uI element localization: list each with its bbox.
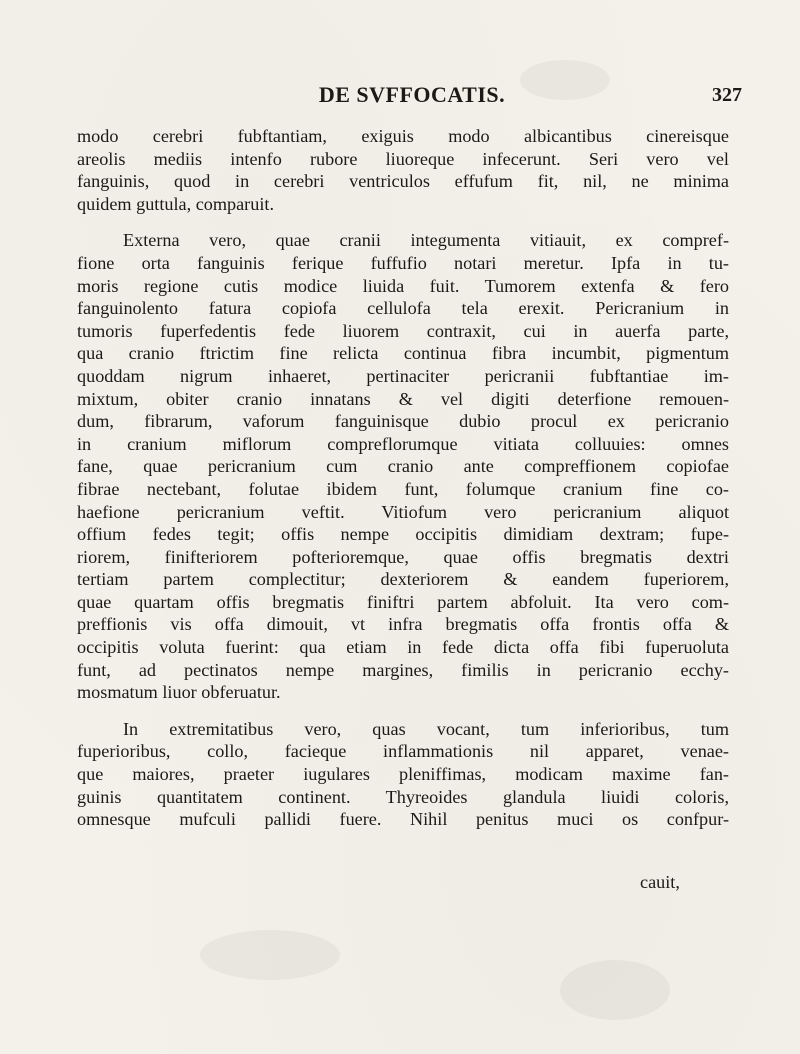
text-line: tertiam partem complectitur; dexteriorem & eandem fuperiorem, — [77, 569, 729, 590]
text-line: preffionis vis offa dimouit, vt infra bregmatis offa frontis offa & — [77, 614, 729, 635]
text-line: modo cerebri fubftantiam, exiguis modo albicantibus cinereisque — [77, 126, 729, 146]
text-line: quoddam nigrum inhaeret, pertinaciter pericranii fubftantiae im- — [77, 365, 729, 386]
text-line: areolis mediis intenfo rubore liuoreque infecerunt. Seri vero vel — [77, 148, 729, 169]
paragraph-1 — [77, 125, 729, 215]
text-line: haefione pericranium veftit. Vitiofum vero pericranium aliquot — [77, 501, 729, 522]
text-line: funt, ad pectinatos nempe margines, fimilis in pericranio ecchy- — [77, 659, 729, 680]
text-line: mixtum, obiter cranio innatans & vel digiti deterfione remouen- — [77, 388, 729, 409]
text-line: in cranium miflorum compreflorumque vitiata colluuies: omnes — [77, 433, 729, 454]
page-number: 327 — [712, 84, 742, 106]
text-line: fione orta fanguinis ferique fuffufio notari meretur. Ipfa in tu- — [77, 252, 729, 273]
paper-stain — [560, 960, 670, 1020]
paragraph-2 — [77, 229, 729, 703]
text-line: qua cranio ftrictim fine relicta continua fibra incumbit, pigmentum — [77, 343, 729, 364]
running-head — [0, 82, 800, 112]
text-line: fanguinis, quod in cerebri ventriculos effufum fit, nil, ne minima — [77, 171, 729, 192]
text-line: tumoris fuperfedentis fede liuorem contraxit, cui in auerfa parte, — [77, 320, 729, 341]
text-line: que maiores, praeter iugulares pleniffimas, modicam maxime fan- — [77, 764, 729, 785]
text-line: fanguinolento fatura copiofa cellulofa tela erexit. Pericranium in — [77, 298, 729, 319]
text-line: mosmatum liuor obferuatur. — [77, 682, 281, 703]
text-line: offium fedes tegit; offis nempe occipitis dimidiam dextram; fupe- — [77, 524, 729, 545]
text-line: dum, fibrarum, vaforum fanguinisque dubio procul ex pericranio — [77, 411, 729, 432]
text-line: guinis quantitatem continent. Thyreoides glandula liuidi coloris, — [77, 786, 729, 807]
text-line: moris regione cutis modice liuida fuit. Tumorem extenfa & fero — [77, 275, 729, 296]
text-line: occipitis voluta fuerint: qua etiam in fede dicta offa fibi fuperuoluta — [77, 637, 729, 658]
text-line: riorem, finifteriorem pofterioremque, quae offis bregmatis dextri — [77, 546, 729, 567]
text-line: fuperioribus, collo, facieque inflammationis nil apparet, venae- — [77, 741, 729, 762]
paragraph-3 — [77, 718, 729, 831]
text-line: Externa vero, quae cranii integumenta vitiauit, ex compref- — [123, 230, 729, 251]
page-header-title: DE SVFFOCATIS. — [318, 82, 506, 107]
text-line: quae quartam offis bregmatis finiftri partem abfoluit. Ita vero com- — [77, 591, 729, 612]
text-line: omnesque mufculi pallidi fuere. Nihil penitus muci os confpur- — [77, 809, 729, 830]
body-text — [77, 125, 729, 831]
paper-stain — [200, 930, 340, 980]
text-line: In extremitatibus vero, quas vocant, tum inferioribus, tum — [123, 718, 729, 739]
text-line: fibrae nectebant, folutae ibidem funt, folumque cranium fine co- — [77, 478, 729, 499]
text-line: fane, quae pericranium cum cranio ante compreffionem copiofae — [77, 456, 729, 477]
text-line: quidem guttula, comparuit. — [77, 193, 274, 214]
catchword: cauit, — [640, 872, 680, 892]
